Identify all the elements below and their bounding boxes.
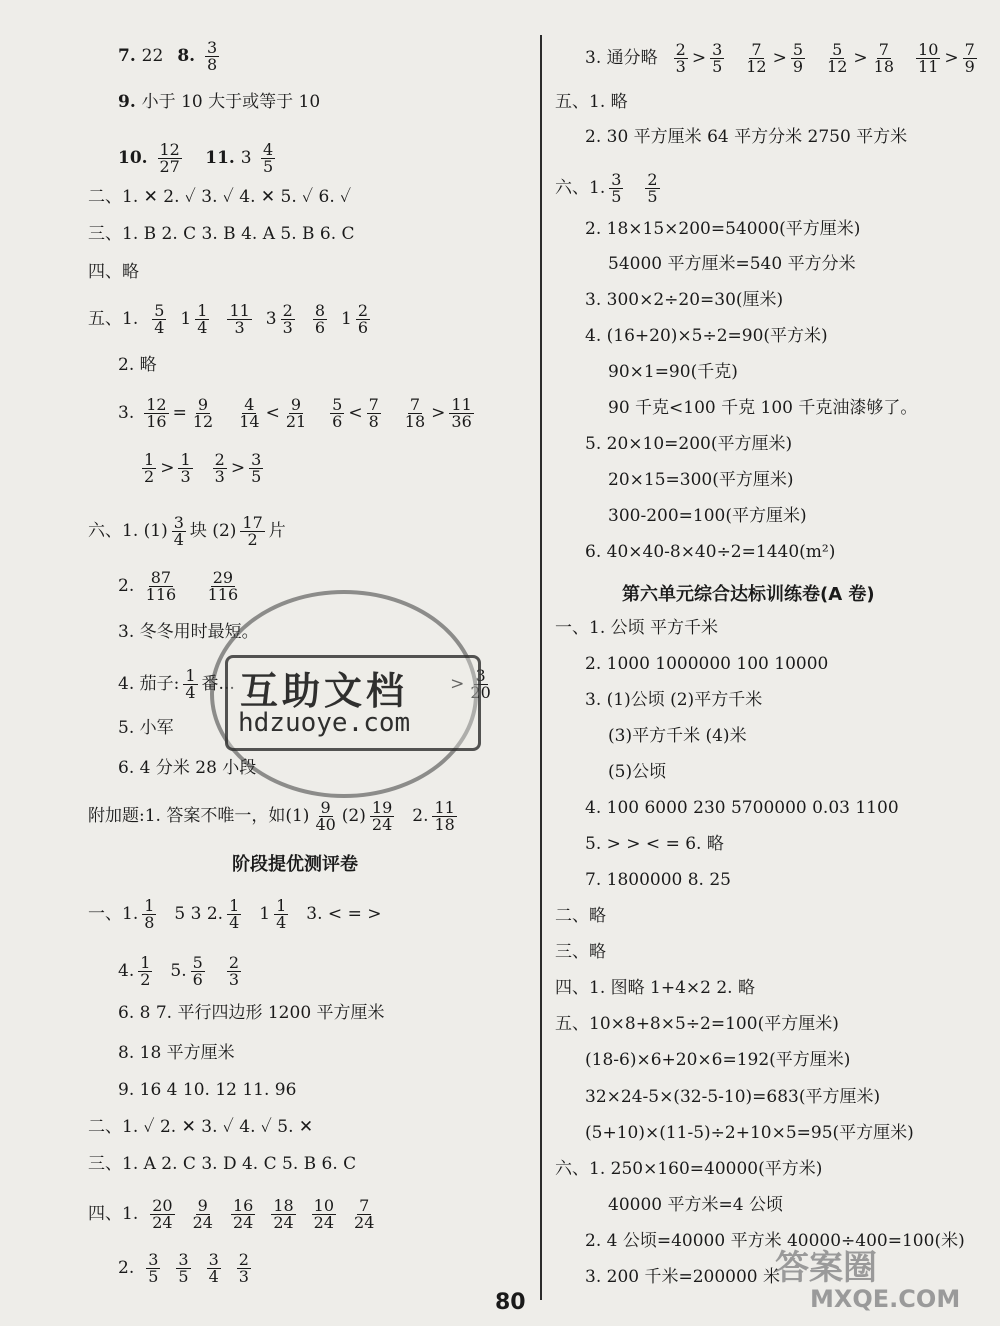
whole-number: 1 — [180, 309, 192, 329]
fraction: $\frac{18}{24}$ — [273, 1196, 294, 1232]
right-line-31: 40000 平方米=4 公顷 — [608, 1195, 783, 1215]
fraction: $\frac{7}{8}$ — [368, 395, 379, 431]
right-line-19: (5)公顷 — [608, 762, 667, 782]
fraction: $\frac{16}{24}$ — [232, 1196, 254, 1232]
left-line-13: 3. 冬冬用时最短。 — [118, 622, 259, 642]
whole-number: 3 — [265, 309, 277, 329]
right-line-27: (18-6)×6+20×6=192(平方厘米) — [585, 1050, 851, 1070]
fraction: $\frac{7}{18}$ — [404, 395, 426, 431]
item-label: 3. 通分略 — [585, 48, 658, 68]
left-line-23: 二、1. ✓ 2. ✕ 3. ✓ 4. ✓ 5. ✕ — [88, 1117, 314, 1137]
watermark-url: hdzuoye.com — [238, 708, 411, 738]
left-line-4: 二、1. ✕ 2. ✓ 3. ✓ 4. ✕ 5. ✓ 6. ✓ — [88, 187, 352, 207]
fraction: $\frac{2}{6}$ — [357, 301, 369, 337]
right-line-11: 5. 20×10=200(平方厘米) — [585, 434, 793, 454]
comparison-operator: > — [944, 48, 959, 68]
fraction: $\frac{3}{5}$ — [148, 1250, 159, 1286]
fraction: $\frac{5}{9}$ — [792, 40, 804, 76]
right-line-22: 7. 1800000 8. 25 — [585, 870, 731, 890]
left-line-1: 7. 22 8. $\frac{3}{8}$ — [118, 38, 218, 74]
comparison-operator: < — [265, 403, 280, 423]
left-line-10 — [138, 452, 279, 485]
left-line-21: 8. 18 平方厘米 — [118, 1043, 235, 1063]
fraction: $\frac{11}{36}$ — [451, 395, 472, 431]
fraction: $\frac{20}{24}$ — [152, 1196, 173, 1232]
right-line-16: 2. 1000 1000000 100 10000 — [585, 654, 829, 674]
column-divider — [540, 35, 542, 1300]
right-line-26: 五、10×8+8×5÷2=100(平方厘米) — [555, 1014, 839, 1034]
comparison-operator: > — [853, 48, 868, 68]
comparison-operator: > — [160, 458, 175, 478]
fraction: $\frac{5}{12}$ — [827, 40, 848, 76]
right-line-25: 四、1. 图略 1+4×2 2. 略 — [555, 978, 755, 998]
fraction: $\frac{11}{3}$ — [229, 301, 250, 337]
left-line-2: 9. 小于 10 大于或等于 10 — [118, 92, 321, 112]
comparison-operator: > — [772, 48, 787, 68]
right-line-32: 2. 4 公顷=40000 平方米 40000÷400=100(米) — [585, 1231, 965, 1251]
fraction: $\frac{5}{6}$ — [332, 395, 343, 431]
left-line-26 — [118, 1252, 255, 1285]
item-label: 3. — [118, 403, 135, 423]
section-heading-unit-six: 第六单元综合达标训练卷(A 卷) — [622, 584, 875, 605]
comparison-operator: > — [230, 458, 246, 478]
right-line-20: 4. 100 6000 230 5700000 0.03 1100 — [585, 798, 899, 818]
fraction: $\frac{1}{3}$ — [180, 450, 191, 486]
right-line-13: 300-200=100(平方厘米) — [608, 506, 807, 526]
fraction: $\frac{3}{5}$ — [178, 1250, 189, 1286]
right-line-15: 一、1. 公顷 平方千米 — [555, 618, 719, 638]
right-line-3: 2. 30 平方厘米 64 平方分米 2750 平方米 — [585, 127, 908, 147]
right-line-14: 6. 40×40-8×40÷2=1440(m²) — [585, 542, 836, 562]
fraction: $\frac{1}{4}$ — [197, 301, 208, 337]
left-line-24: 三、1. A 2. C 3. D 4. C 5. B 6. C — [88, 1154, 357, 1174]
left-line-7 — [88, 303, 374, 336]
right-line-23: 二、略 — [555, 906, 606, 926]
fraction: $\frac{7}{18}$ — [873, 40, 895, 76]
left-line-9 — [118, 397, 486, 430]
right-line-7: 3. 300×2÷20=30(厘米) — [585, 290, 784, 310]
right-line-21: 5. > > < = 6. 略 — [585, 834, 724, 854]
right-line-4: 六、1. $\frac{3}{5}$ $\frac{2}{5}$ — [555, 170, 658, 206]
left-line-19: 4. $\frac{1}{2}$ 5. $\frac{5}{6}$ $\frac{2}{3}$ — [118, 953, 240, 989]
right-line-9: 90×1=90(千克) — [608, 362, 738, 382]
left-line-16: 6. 4 分米 28 小段 — [118, 758, 257, 778]
fraction: $\frac{7}{24}$ — [354, 1196, 375, 1232]
right-line-5: 2. 18×15×200=54000(平方厘米) — [585, 219, 861, 239]
fraction: $\frac{1}{2}$ — [144, 450, 155, 486]
fraction: $\frac{10}{24}$ — [313, 1196, 335, 1232]
right-line-17: 3. (1)公顷 (2)平方千米 — [585, 690, 763, 710]
fraction: $\frac{3}{5}$ — [712, 40, 723, 76]
fraction: $\frac{3}{4}$ — [208, 1250, 219, 1286]
section-heading-stage-test: 阶段提优测评卷 — [232, 854, 358, 875]
right-line-8: 4. (16+20)×5÷2=90(平方米) — [585, 326, 828, 346]
fraction: $\frac{3}{5}$ — [251, 450, 262, 486]
left-line-14: 4. 茄子: $\frac{1}{4}$ 番... > $\frac{3}{20}$ — [118, 666, 491, 702]
left-line-25 — [88, 1198, 380, 1231]
fraction: $\frac{2}{3}$ — [675, 40, 686, 76]
right-line-12: 20×15=300(平方厘米) — [608, 470, 794, 490]
left-line-22: 9. 16 4 10. 12 11. 96 — [118, 1080, 297, 1100]
fraction: $\frac{5}{4}$ — [154, 301, 165, 337]
fraction: $\frac{8}{6}$ — [314, 301, 325, 337]
comparison-operator: < — [348, 403, 363, 423]
watermark-title: 互助文档 — [240, 669, 409, 713]
fraction: $\frac{4}{14}$ — [239, 395, 260, 431]
fraction: $\frac{9}{12}$ — [192, 395, 214, 431]
comparison-operator: = — [172, 403, 187, 423]
left-line-12: 2. $\frac{87}{116}$ $\frac{29}{116}$ — [118, 568, 239, 604]
left-line-15: 5. 小军 — [118, 718, 174, 738]
item-label: 四、1. — [88, 1204, 139, 1224]
fraction: $\frac{12}{16}$ — [146, 395, 167, 431]
right-line-2: 五、1. 略 — [555, 92, 628, 112]
fraction: $\frac{7}{9}$ — [964, 40, 975, 76]
right-line-18: (3)平方千米 (4)米 — [608, 726, 747, 746]
right-line-30: 六、1. 250×160=40000(平方米) — [555, 1159, 823, 1179]
right-line-28: 32×24-5×(32-5-10)=683(平方厘米) — [585, 1087, 881, 1107]
fraction: $\frac{2}{3}$ — [214, 450, 225, 486]
item-label: 2. — [118, 1258, 135, 1278]
corner-logo-title: 答案圈 — [775, 1248, 877, 1288]
left-line-11: 六、1. (1) $\frac{3}{4}$ 块 (2) $\frac{17}{2}$ 片 — [88, 513, 286, 549]
comparison-operator: > — [691, 48, 707, 68]
page-number: 80 — [495, 1290, 526, 1315]
right-line-1 — [585, 42, 981, 75]
fraction: $\frac{10}{11}$ — [918, 40, 939, 76]
left-line-18: 一、1. $\frac{1}{8}$ 5 3 2. $\frac{1}{4}$ 1 $\frac{1}{4}$ 3. < = > — [88, 896, 382, 932]
right-line-6: 54000 平方厘米=540 平方分米 — [608, 254, 856, 274]
fraction: $\frac{2}{3}$ — [238, 1250, 249, 1286]
left-line-5: 三、1. B 2. C 3. B 4. A 5. B 6. C — [88, 224, 355, 244]
fraction: $\frac{2}{3}$ — [282, 301, 293, 337]
comparison-operator: > — [431, 403, 446, 423]
left-line-6: 四、略 — [88, 262, 139, 282]
fraction: $\frac{9}{21}$ — [285, 395, 307, 431]
left-line-3: 10. $\frac{12}{27}$ 11. 3 $\frac{4}{5}$ — [118, 140, 274, 176]
whole-number: 1 — [341, 309, 352, 329]
item-label: 五、1. — [88, 309, 139, 329]
right-line-10: 90 千克<100 千克 100 千克油漆够了。 — [608, 398, 918, 418]
corner-logo-url: MXQE.COM — [810, 1285, 961, 1313]
left-line-17: 附加题:1. 答案不唯一，如(1) $\frac{9}{40}$ (2) $\frac{19}{24}$ 2. $\frac{11}{18}$ — [88, 798, 455, 834]
left-line-20: 6. 8 7. 平行四边形 1200 平方厘米 — [118, 1003, 385, 1023]
right-line-29: (5+10)×(11-5)÷2+10×5=95(平方厘米) — [585, 1123, 914, 1143]
right-line-33: 3. 200 千米=200000 米 — [585, 1267, 781, 1287]
left-line-8: 2. 略 — [118, 355, 157, 375]
fraction: $\frac{7}{12}$ — [746, 40, 767, 76]
right-line-24: 三、略 — [555, 942, 606, 962]
fraction: $\frac{9}{24}$ — [192, 1196, 213, 1232]
